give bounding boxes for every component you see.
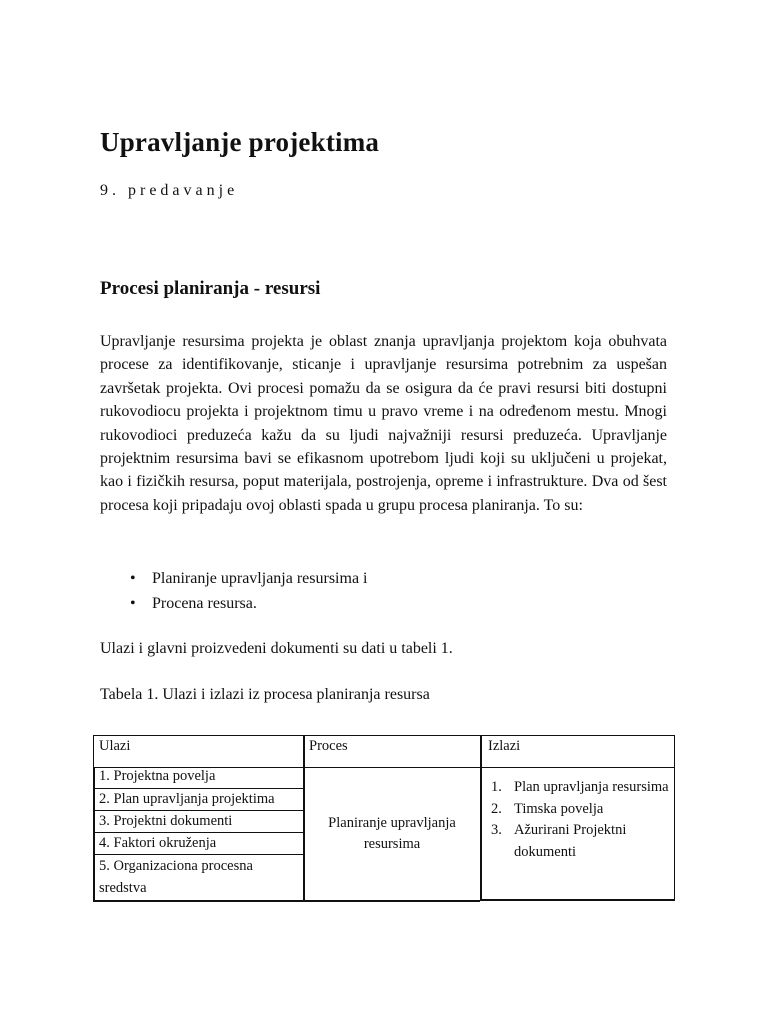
list-item <box>491 820 671 863</box>
table-row: 4. Faktori okruženja <box>95 832 304 854</box>
header-inputs: Ulazi <box>99 738 131 754</box>
output-text: Plan upravljanja resursima <box>514 779 669 795</box>
resource-planning-table <box>93 735 675 901</box>
table-divider <box>303 735 305 768</box>
header-process: Proces <box>309 738 348 754</box>
body-paragraph: Upravljanje resursima projekta je oblast znanja upravljanja projektom koja obuhvata procese za identifikovanje, sticanje i upravljanje resursima potrebnim za uspešan završetak projekta. Ovi procesi pomažu da se osigura da će pravi resursi biti dostupni rukovodiocu projekta i projektnom timu u pravo vreme i na određenom mestu. Mnogi rukovodioci preduzeća kažu da su ljudi najvažniji resursi preduzeća. Upravljanje projektnim resursima bavi se efikasnom upotrebom ljudi koji su uključeni u projekat, kao i fizičkih resursa, poput materijala, postrojenja, opreme i infrastrukture. Dva od šest procesa koji pripadaju ovoj oblasti spada u grupu procesa planiranja. To su: <box>100 333 667 514</box>
output-text: Timska povelja <box>514 800 604 817</box>
table-row: 2. Plan upravljanja projektima <box>95 788 304 810</box>
list-item <box>491 799 671 821</box>
process-name: Planiranje upravljanja resursima <box>328 815 456 852</box>
table-row: 5. Organizaciona procesna sredstva <box>95 854 304 900</box>
table-caption: Tabela 1. Ulazi i izlazi iz procesa planiranja resursa <box>100 686 430 703</box>
table-row: 1. Projektna povelja <box>99 768 216 784</box>
process-cell <box>303 767 481 901</box>
table-header-row <box>93 735 675 768</box>
list-number: 3. <box>491 822 502 838</box>
table-divider <box>674 768 676 901</box>
list-item <box>491 777 671 799</box>
process-bullet-list <box>100 566 660 616</box>
table-divider <box>480 899 675 901</box>
header-outputs: Izlazi <box>488 738 521 754</box>
list-number: 1. <box>491 779 502 795</box>
output-text: Ažurirani Projektni dokumenti <box>514 822 627 860</box>
bullet-item: • Procena resursa. <box>100 591 660 616</box>
page-subtitle: 9. predavanje <box>100 182 239 199</box>
table-intro-text: Ulazi i glavni proizvedeni dokumenti su dati u tabeli 1. <box>100 640 453 657</box>
outputs-list <box>491 777 671 863</box>
page-title: Upravljanje projektima <box>100 127 380 157</box>
list-number: 2. <box>491 800 502 817</box>
table-divider <box>480 735 482 768</box>
table-row: 3. Projektni dokumenti <box>95 810 304 832</box>
bullet-item: • Planiranje upravljanja resursima i <box>100 566 660 591</box>
section-heading: Procesi planiranja - resursi <box>100 278 321 299</box>
